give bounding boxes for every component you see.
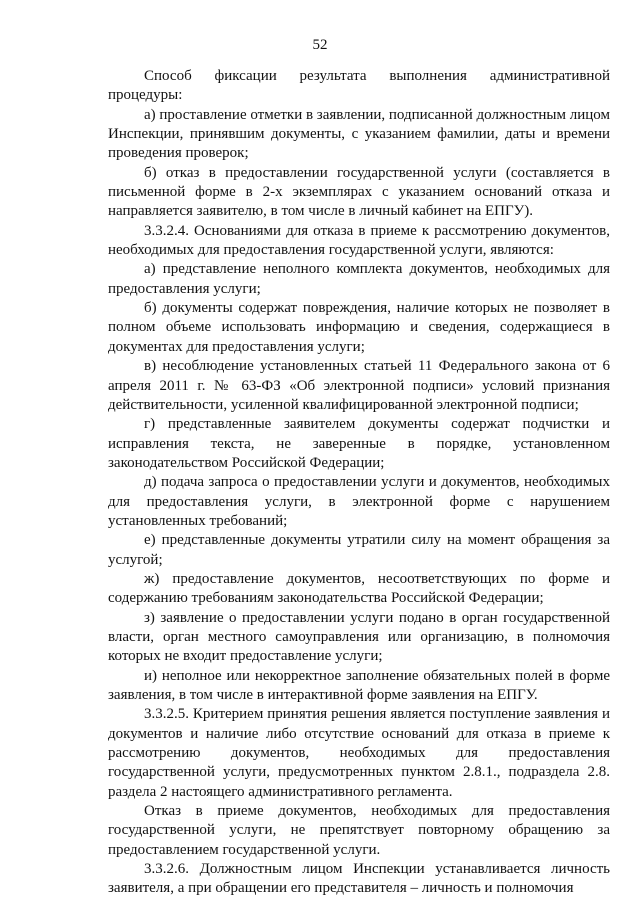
document-body bbox=[108, 67, 610, 899]
paragraph-ground-d: д) подача запроса о предоставлении услуги и документов, необходимых для предоставления услуги, в электронной форме с нарушением установленных требований; bbox=[108, 474, 610, 529]
paragraph-ground-z: з) заявление о предоставлении услуги подано в орган государственной власти, орган местного самоуправления или организацию, в полномочия которых не входит предоставление услуги; bbox=[108, 609, 610, 665]
paragraph-ground-i: и) неполное или некорректное заполнение обязательных полей в форме заявления, в том числе в интерактивной форме заявления на ЕПГУ. bbox=[108, 667, 610, 703]
paragraph-item-a-mark: а) проставление отметки в заявлении, подписанной должностным лицом Инспекции, принявшим документы, с указанием фамилии, даты и времени проведения проверок; bbox=[108, 106, 611, 162]
paragraph-3-3-2-6: 3.3.2.6. Должностным лицом Инспекции устанавливается личность заявителя, а при обращении его представителя – личность и полномочия bbox=[108, 861, 610, 897]
paragraph-item-b-refusal: б) отказ в предоставлении государственной услуги (составляется в письменной форме в 2-х экземплярах с указанием оснований отказа и направляется заявителю, в том числе в личный кабинет на ЕПГУ). bbox=[108, 164, 610, 220]
paragraph-fixation-method: Способ фиксации результата выполнения административной процедуры: bbox=[108, 68, 610, 104]
paragraph-ground-v: в) несоблюдение установленных статьей 11 Федерального закона от 6 апреля 2011 г. № 63-ФЗ «Об электронной подписи» условий признания действительности, усиленной квалифицированной электронной подписи; bbox=[108, 358, 610, 413]
paragraph-ground-g: г) представленные заявителем документы содержат подчистки и исправления текста, не заверенные в порядке, установленном законодательством Российской Федерации; bbox=[108, 416, 610, 471]
paragraph-3-3-2-4: 3.3.2.4. Основаниями для отказа в приеме к рассмотрению документов, необходимых для предоставления государственной услуги, являются: bbox=[108, 222, 610, 259]
paragraph-ground-e: е) представленные документы утратили силу на момент обращения за услугой; bbox=[108, 532, 610, 568]
page-number: 52 bbox=[312, 37, 328, 53]
paragraph-ground-b: б) документы содержат повреждения, наличие которых не позволяет в полном объеме использовать информацию и сведения, содержащиеся в документах для предоставления услуги; bbox=[108, 300, 610, 355]
paragraph-ground-a: а) представление неполного комплекта документов, необходимых для предоставления услуги; bbox=[108, 261, 610, 297]
paragraph-3-3-2-5: 3.3.2.5. Критерием принятия решения является поступление заявления и документов и наличие либо отсутствие оснований для отказа в приеме к рассмотрению документов, необходимых для предоставления государственной услуги, предусмотренных пунктом 2.8.1., подраздела 2.8. раздела 2 настоящего административного регламента. bbox=[108, 706, 610, 800]
paragraph-refusal-no-obstacle: Отказ в приеме документов, необходимых для предоставления государственной услуги, не препятствует повторному обращению за предоставлением государственной услуги. bbox=[108, 803, 610, 858]
paragraph-ground-zh: ж) предоставление документов, несоответствующих по форме и содержанию требованиям законодательства Российской Федерации; bbox=[108, 570, 610, 607]
